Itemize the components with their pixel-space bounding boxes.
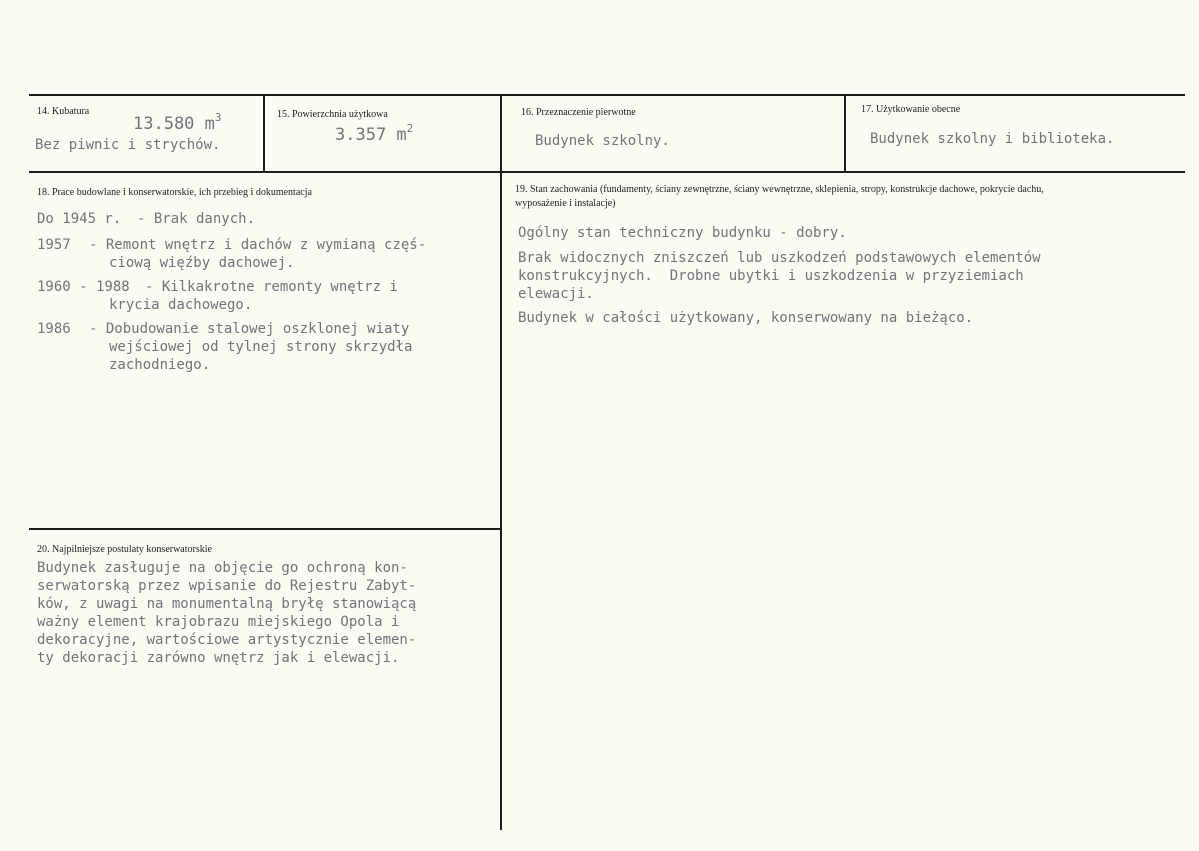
- row-divider: [29, 171, 1185, 173]
- postulates-line: ków, z uwagi na monumentalną bryłę stanowiącą: [37, 596, 417, 612]
- top-rule: [29, 94, 1185, 96]
- history-year: 1957: [37, 237, 71, 253]
- section16-label: 16. Przeznaczenie pierwotne: [521, 107, 636, 118]
- col-divider-2: [500, 95, 502, 830]
- section17-value: Budynek szkolny i biblioteka.: [870, 131, 1115, 147]
- section15-value-text: 3.357 m: [335, 125, 407, 145]
- section19-label: 19. Stan zachowania (fundamenty, ściany zewnętrzne, ściany wewnętrzne, sklepienia, stropy, konstrukcje dachowe, pokrycie dachu, wyposażenie i instalacje): [515, 184, 1044, 209]
- section15-value-sup: 2: [406, 122, 414, 135]
- condition-line: konstrukcyjnych. Drobne ubytki i uszkodzenia w przyziemiach: [518, 268, 1024, 284]
- history-year: 1960 - 1988: [37, 279, 130, 295]
- history-text: - Brak danych.: [137, 211, 256, 227]
- condition-line: Brak widocznych zniszczeń lub uszkodzeń podstawowych elementów: [518, 250, 1041, 266]
- section14-note: Bez piwnic i strychów.: [35, 137, 221, 153]
- section17-label: 17. Użytkowanie obecne: [861, 104, 961, 115]
- section15-label: 15. Powierzchnia użytkowa: [277, 109, 388, 120]
- postulates-line: Budynek zasługuje na objęcie go ochroną kon-: [37, 560, 408, 576]
- section15-value: [335, 122, 414, 145]
- section20-top-rule: [29, 528, 501, 530]
- postulates-text: [37, 559, 416, 667]
- history-text: - Dobudowanie stalowej oszklonej wiaty: [89, 321, 410, 337]
- condition-summary: Ogólny stan techniczny budynku - dobry.: [518, 225, 847, 241]
- history-text-cont: krycia dachowego.: [109, 297, 253, 313]
- condition-details: [518, 249, 1041, 303]
- col-divider-3: [844, 95, 846, 171]
- postulates-line: ty dekoracji zarówno wnętrz jak i elewacji.: [37, 650, 400, 666]
- postulates-line: dekoracyjne, wartościowe artystycznie elemen-: [37, 632, 417, 648]
- condition-usage: Budynek w całości użytkowany, konserwowany na bieżąco.: [518, 310, 974, 326]
- history-text-cont: wejściowej od tylnej strony skrzydła: [109, 339, 413, 355]
- history-year: 1986: [37, 321, 71, 337]
- history-text-cont: ciową więźby dachowej.: [109, 255, 295, 271]
- condition-line: elewacji.: [518, 286, 594, 302]
- postulates-line: ważny element krajobrazu miejskiego Opola i: [37, 614, 400, 630]
- postulates-line: serwatorską przez wpisanie do Rejestru Zabyt-: [37, 578, 417, 594]
- col-divider-1: [263, 95, 265, 171]
- section20-label: 20. Najpilniejsze postulaty konserwatorskie: [37, 544, 212, 555]
- history-text-cont: zachodniego.: [109, 357, 211, 373]
- history-text: - Remont wnętrz i dachów z wymianą częś-: [89, 237, 427, 253]
- history-text: - Kilkakrotne remonty wnętrz i: [145, 279, 398, 295]
- section18-label: 18. Prace budowlane i konserwatorskie, ich przebieg i dokumentacja: [37, 187, 312, 198]
- history-year: Do 1945 r.: [37, 211, 122, 227]
- section14-value-sup: 3: [214, 111, 222, 124]
- section14-label: 14. Kubatura: [37, 106, 90, 117]
- section16-value: Budynek szkolny.: [535, 133, 670, 149]
- section14-value: [133, 111, 222, 134]
- section14-value-text: 13.580 m: [133, 114, 215, 134]
